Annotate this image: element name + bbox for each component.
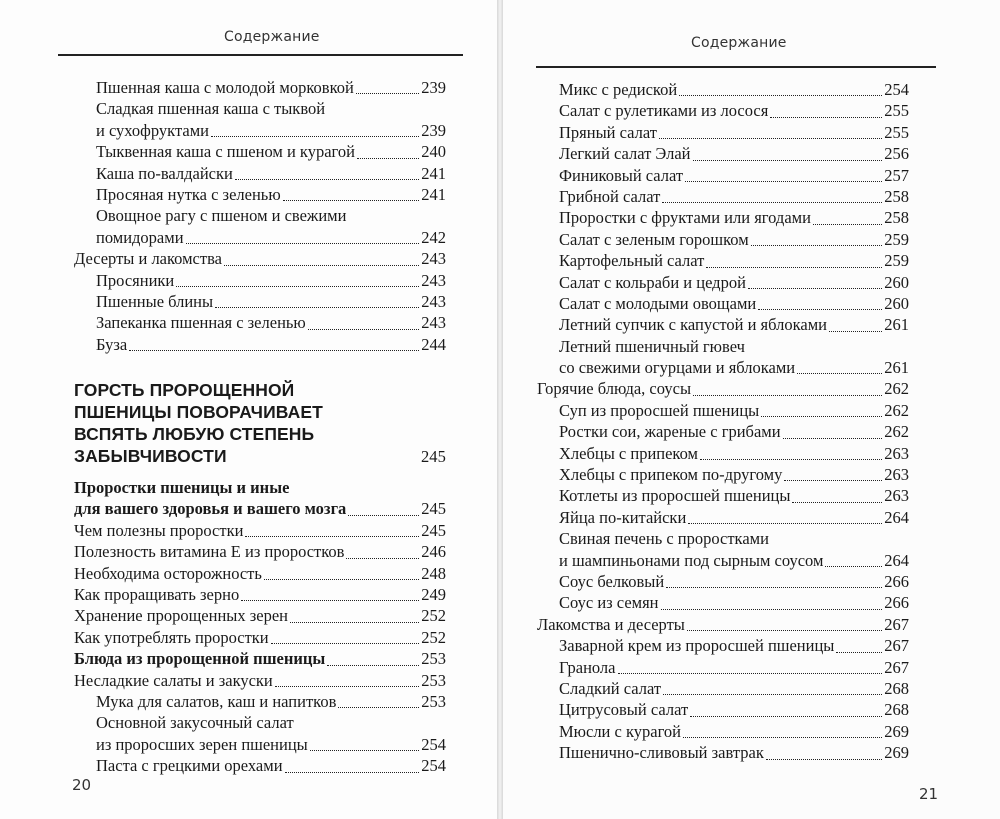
- right-page: [503, 0, 1000, 819]
- entry-title: Мука для салатов, каш и напитков: [96, 691, 337, 711]
- page-ref: 244: [421, 334, 446, 354]
- toc-entry[interactable]: [537, 699, 909, 720]
- entry-title: Салат с зеленым горошком: [559, 229, 749, 249]
- entry-title: помидорами: [96, 227, 184, 247]
- dot-leader: [797, 373, 882, 374]
- dot-leader: [693, 160, 883, 161]
- dot-leader: [271, 643, 420, 644]
- entry-title: Картофельный салат: [559, 251, 705, 271]
- entry-title: Как проращивать зерно: [74, 585, 240, 605]
- entry-title: Грибной салат: [559, 186, 661, 206]
- left-page: [0, 0, 497, 819]
- entry-title: Салат с молодыми овощами: [559, 293, 757, 313]
- page-ref: 269: [884, 721, 909, 741]
- dot-leader: [338, 707, 419, 708]
- spacer: [74, 355, 446, 379]
- page-ref: 254: [421, 756, 446, 776]
- page-number: 20: [72, 776, 92, 794]
- toc-entry[interactable]: [537, 742, 909, 763]
- toc-entry-line: [537, 336, 909, 357]
- heading-text: ЗАБЫВЧИВОСТИ: [74, 446, 227, 467]
- dot-leader: [663, 694, 882, 695]
- dot-leader: [784, 480, 882, 481]
- dot-leader: [766, 759, 882, 760]
- page-ref: 254: [884, 80, 909, 99]
- dot-leader: [275, 686, 419, 687]
- entry-title: Суп из проросшей пшеницы: [559, 400, 760, 420]
- heading-line: [74, 401, 446, 423]
- page-ref: 259: [884, 229, 909, 249]
- entry-title: Каша по-валдайски: [96, 163, 233, 183]
- dot-leader: [215, 307, 419, 308]
- page-ref: 241: [421, 163, 446, 183]
- entry-title: Тыквенная каша с пшеном и курагой: [96, 142, 355, 162]
- toc-entry[interactable]: [537, 657, 909, 678]
- toc-entry[interactable]: [537, 614, 909, 635]
- toc-entry[interactable]: [537, 229, 909, 250]
- page-ref: 255: [884, 122, 909, 142]
- page-ref: 253: [421, 691, 446, 711]
- dot-leader: [662, 202, 882, 203]
- toc-entry[interactable]: [74, 163, 446, 184]
- spacer: [74, 467, 446, 477]
- toc-entry[interactable]: [537, 186, 909, 207]
- toc-entry[interactable]: [537, 507, 909, 528]
- page-ref: 245: [420, 447, 446, 467]
- entry-title: Овощное рагу с пшеном и свежими: [96, 206, 347, 226]
- page-ref: 253: [421, 649, 446, 669]
- toc-entry[interactable]: [537, 721, 909, 742]
- section-heading: [74, 379, 446, 467]
- entry-title: Как употреблять проростки: [74, 627, 269, 647]
- toc-entry[interactable]: [74, 77, 446, 98]
- running-head: Содержание: [691, 35, 787, 51]
- toc-entry-line: [74, 205, 446, 226]
- toc-entry[interactable]: [537, 550, 909, 571]
- dot-leader: [783, 438, 883, 439]
- entry-title: Буза: [96, 334, 128, 354]
- page-ref: 267: [884, 614, 909, 634]
- dot-leader: [346, 558, 419, 559]
- entry-title: Мюсли с курагой: [559, 721, 682, 741]
- toc-entry[interactable]: [74, 498, 446, 519]
- entry-title: Салат с кольраби и цедрой: [559, 272, 746, 292]
- dot-leader: [829, 331, 882, 332]
- toc-entry[interactable]: [537, 100, 909, 121]
- entry-title: Десерты и лакомства: [74, 249, 222, 269]
- entry-title: Заварной крем из проросшей пшеницы: [559, 636, 835, 656]
- entry-title: Легкий салат Элай: [559, 144, 691, 164]
- page-ref: 252: [421, 627, 446, 647]
- toc-entry[interactable]: [537, 485, 909, 506]
- toc-entry[interactable]: [537, 143, 909, 164]
- entry-title: и шампиньонами под сырным соусом: [559, 550, 824, 570]
- toc-entry[interactable]: [537, 207, 909, 228]
- dot-leader: [666, 587, 882, 588]
- dot-leader: [706, 267, 882, 268]
- page-ref: 254: [421, 734, 446, 754]
- heading-line: [74, 379, 446, 401]
- page-ref: 266: [884, 593, 909, 613]
- entry-title: Летний супчик с капустой и яблоками: [559, 315, 827, 335]
- dot-leader: [748, 288, 882, 289]
- page-ref: 248: [421, 563, 446, 583]
- page-ref: 267: [884, 636, 909, 656]
- toc-entry[interactable]: [537, 122, 909, 143]
- running-head: Содержание: [224, 29, 320, 45]
- dot-leader: [327, 665, 419, 666]
- dot-leader: [235, 179, 419, 180]
- toc-entry-line: [537, 528, 909, 549]
- toc-entry[interactable]: [537, 464, 909, 485]
- dot-leader: [224, 265, 419, 266]
- toc-entry[interactable]: [537, 272, 909, 293]
- toc-list: [74, 77, 446, 777]
- entry-title: Салат с рулетиками из лосося: [559, 101, 769, 121]
- page-ref: 241: [421, 184, 446, 204]
- dot-leader: [661, 609, 883, 610]
- dot-leader: [679, 95, 882, 96]
- dot-leader: [758, 309, 882, 310]
- entry-title: Пшенично-сливовый завтрак: [559, 743, 764, 763]
- page-ref: 257: [884, 165, 909, 185]
- entry-title: Хлебцы с припеком: [559, 443, 698, 463]
- toc-entry[interactable]: [537, 378, 909, 399]
- entry-title: Микс с редиской: [559, 80, 678, 99]
- dot-leader: [283, 200, 420, 201]
- entry-title: Хлебцы с припеком по-другому: [559, 465, 783, 485]
- page-ref: 243: [421, 291, 446, 311]
- entry-title: Пшенная каша с молодой морковкой: [96, 78, 354, 97]
- page-ref: 258: [884, 208, 909, 228]
- dot-leader: [687, 630, 882, 631]
- toc-entry[interactable]: [74, 270, 446, 291]
- heading-text: ПШЕНИЦЫ ПОВОРАЧИВАЕТ: [74, 402, 323, 423]
- toc-entry[interactable]: [74, 312, 446, 333]
- toc-entry[interactable]: [537, 592, 909, 613]
- toc-entry[interactable]: [74, 184, 446, 205]
- entry-title: Лакомства и десерты: [537, 614, 685, 634]
- dot-leader: [659, 138, 882, 139]
- entry-title: Основной закусочный салат: [96, 713, 294, 733]
- page-ref: 264: [884, 550, 909, 570]
- page-number: 21: [919, 785, 939, 803]
- entry-title: Соус белковый: [559, 571, 665, 591]
- entry-title: Блюда из пророщенной пшеницы: [74, 649, 326, 669]
- page-ref: 249: [421, 585, 446, 605]
- heading-text: ВСПЯТЬ ЛЮБУЮ СТЕПЕНЬ: [74, 424, 315, 445]
- entry-title: Проростки с фруктами или ягодами: [559, 208, 811, 228]
- entry-title: Свиная печень с проростками: [559, 529, 769, 549]
- dot-leader: [693, 395, 882, 396]
- entry-title: Сладкий салат: [559, 678, 662, 698]
- entry-title: Паста с грецкими орехами: [96, 756, 283, 776]
- entry-title: Просяники: [96, 270, 175, 290]
- page-ref: 266: [884, 571, 909, 591]
- page-ref: 262: [884, 379, 909, 399]
- page-ref: 263: [884, 443, 909, 463]
- toc-entry[interactable]: [537, 314, 909, 335]
- page-ref: 260: [884, 272, 909, 292]
- page-ref: 243: [421, 249, 446, 269]
- toc-entry[interactable]: [537, 635, 909, 656]
- page-ref: 259: [884, 251, 909, 271]
- page-ref: 261: [884, 358, 909, 378]
- entry-title: Горячие блюда, соусы: [537, 379, 692, 399]
- entry-title: Просяная нутка с зеленью: [96, 184, 281, 204]
- page-ref: 246: [421, 542, 446, 562]
- dot-leader: [356, 93, 419, 94]
- page-ref: 268: [884, 678, 909, 698]
- dot-leader: [211, 136, 419, 137]
- entry-title: Финиковый салат: [559, 165, 684, 185]
- toc-entry[interactable]: [74, 584, 446, 605]
- entry-title: Соус из семян: [559, 593, 659, 613]
- toc-entry[interactable]: [537, 357, 909, 378]
- toc-entry[interactable]: [74, 520, 446, 541]
- page-ref: 253: [421, 670, 446, 690]
- dot-leader: [825, 566, 882, 567]
- entry-title: и сухофруктами: [96, 120, 209, 140]
- toc-entry-line: [74, 98, 446, 119]
- dot-leader: [290, 622, 419, 623]
- toc-entry[interactable]: [74, 334, 446, 355]
- entry-title: Гранола: [559, 657, 616, 677]
- toc-entry[interactable]: [74, 755, 446, 776]
- dot-leader: [308, 329, 420, 330]
- dot-leader: [688, 523, 882, 524]
- dot-leader: [129, 350, 419, 351]
- page-ref: 260: [884, 293, 909, 313]
- entry-title: из проросших зерен пшеницы: [96, 734, 308, 754]
- page-ref: 252: [421, 606, 446, 626]
- page-ref: 262: [884, 422, 909, 442]
- toc-entry[interactable]: [74, 563, 446, 584]
- toc-entry[interactable]: [74, 691, 446, 712]
- page-ref: 255: [884, 101, 909, 121]
- toc-entry[interactable]: [537, 571, 909, 592]
- entry-title: Пшенные блины: [96, 291, 214, 311]
- dot-leader: [310, 750, 419, 751]
- page-ref: 243: [421, 313, 446, 333]
- entry-title: Несладкие салаты и закуски: [74, 670, 273, 690]
- entry-title: Чем полезны проростки: [74, 520, 244, 540]
- entry-title: Пряный салат: [559, 122, 657, 142]
- entry-title: для вашего здоровья и вашего мозга: [74, 499, 347, 519]
- dot-leader: [751, 245, 883, 246]
- toc-entry[interactable]: [537, 165, 909, 186]
- entry-title: Полезность витамина Е из проростков: [74, 542, 345, 562]
- toc-entry[interactable]: [74, 141, 446, 162]
- toc-entry-line: [74, 712, 446, 733]
- heading-text: ГОРСТЬ ПРОРОЩЕННОЙ: [74, 380, 295, 401]
- toc-entry[interactable]: [74, 670, 446, 691]
- toc-entry-line: [74, 477, 446, 498]
- toc-entry[interactable]: [537, 400, 909, 421]
- toc-entry[interactable]: [537, 443, 909, 464]
- dot-leader: [836, 652, 882, 653]
- dot-leader: [186, 243, 420, 244]
- dot-leader: [618, 673, 883, 674]
- dot-leader: [690, 716, 882, 717]
- entry-title: Хранение пророщенных зерен: [74, 606, 288, 626]
- dot-leader: [245, 536, 419, 537]
- toc-entry[interactable]: [537, 250, 909, 271]
- page-ref: 245: [421, 499, 446, 519]
- toc-entry[interactable]: [74, 248, 446, 269]
- toc-entry[interactable]: [537, 678, 909, 699]
- toc-entry[interactable]: [537, 421, 909, 442]
- page-ref: 258: [884, 186, 909, 206]
- entry-title: Запеканка пшенная с зеленью: [96, 313, 306, 333]
- page-ref: 263: [884, 465, 909, 485]
- dot-leader: [685, 181, 882, 182]
- header-rule: [536, 66, 936, 68]
- dot-leader: [683, 737, 882, 738]
- page-ref: 263: [884, 486, 909, 506]
- entry-title: Котлеты из проросшей пшеницы: [559, 486, 791, 506]
- entry-title: Цитрусовый салат: [559, 700, 689, 720]
- entry-title: Необходима осторожность: [74, 563, 262, 583]
- dot-leader: [176, 286, 419, 287]
- page-ref: 269: [884, 743, 909, 763]
- page-ref: 267: [884, 657, 909, 677]
- toc-entry[interactable]: [74, 627, 446, 648]
- page-ref: 262: [884, 400, 909, 420]
- page-ref: 242: [421, 227, 446, 247]
- toc-entry[interactable]: [74, 734, 446, 755]
- entry-title: Ростки сои, жареные с грибами: [559, 422, 781, 442]
- dot-leader: [792, 502, 882, 503]
- toc-entry[interactable]: [74, 541, 446, 562]
- page-ref: 239: [421, 78, 446, 97]
- page-ref: 256: [884, 144, 909, 164]
- dot-leader: [241, 600, 419, 601]
- dot-leader: [285, 772, 420, 773]
- toc-entry[interactable]: [74, 605, 446, 626]
- toc-entry[interactable]: [74, 227, 446, 248]
- entry-title: Сладкая пшенная каша с тыквой: [96, 99, 326, 119]
- page-ref: 239: [421, 120, 446, 140]
- page-ref: 240: [421, 142, 446, 162]
- toc-entry[interactable]: [74, 291, 446, 312]
- toc-entry[interactable]: [537, 79, 909, 100]
- page-ref: 264: [884, 507, 909, 527]
- dot-leader: [348, 515, 419, 516]
- entry-title: со свежими огурцами и яблоками: [559, 358, 796, 378]
- heading-line: [74, 423, 446, 445]
- dot-leader: [770, 117, 882, 118]
- heading-line[interactable]: [74, 445, 446, 467]
- dot-leader: [761, 416, 882, 417]
- dot-leader: [264, 579, 419, 580]
- page-ref: 261: [884, 315, 909, 335]
- page-ref: 245: [421, 520, 446, 540]
- toc-list: [537, 79, 909, 764]
- toc-entry[interactable]: [74, 648, 446, 669]
- dot-leader: [357, 158, 419, 159]
- entry-title: Летний пшеничный гювеч: [559, 336, 745, 356]
- entry-title: Проростки пшеницы и иные: [74, 478, 290, 498]
- page-ref: 243: [421, 270, 446, 290]
- toc-entry[interactable]: [74, 120, 446, 141]
- header-rule: [58, 54, 463, 56]
- dot-leader: [700, 459, 882, 460]
- page-ref: 268: [884, 700, 909, 720]
- entry-title: Яйца по-китайски: [559, 507, 687, 527]
- dot-leader: [813, 224, 882, 225]
- toc-entry[interactable]: [537, 293, 909, 314]
